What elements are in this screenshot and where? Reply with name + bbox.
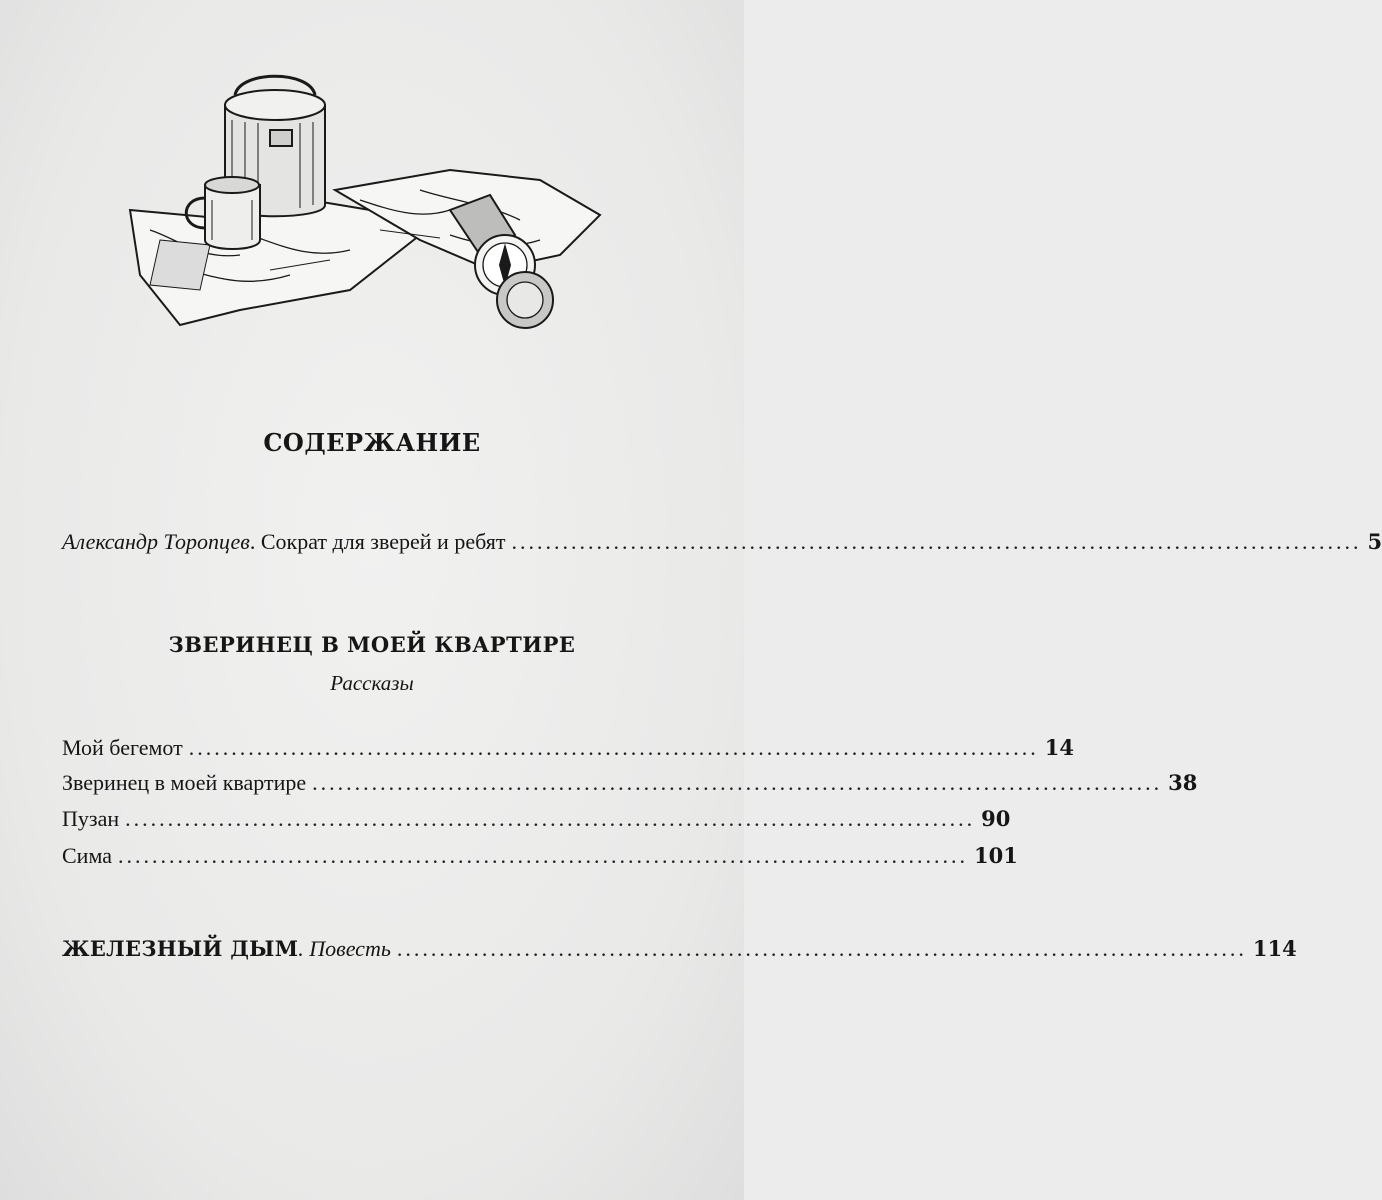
- section-title: ЗВЕРИНЕЦ В МОЕЙ КВАРТИРЕ: [168, 632, 576, 657]
- dot-leader: ....................................................................................................: [396, 936, 1247, 961]
- dot-leader: ....................................................................................................: [312, 770, 1163, 795]
- camping-gear-illustration: [120, 60, 620, 360]
- page-number: 14: [1044, 735, 1074, 760]
- dot-leader: ....................................................................................................: [188, 735, 1039, 760]
- section-subtitle: Рассказы: [330, 671, 414, 695]
- toc-entry[interactable]: [62, 805, 1011, 833]
- toc-entry[interactable]: [62, 769, 1198, 797]
- page-number: 114: [1252, 936, 1297, 961]
- entry-label: [62, 935, 391, 963]
- dot-leader: ....................................................................................................: [117, 843, 968, 868]
- entry-label: Зверинец в моей квартире: [62, 770, 307, 795]
- toc-entry-story[interactable]: [62, 935, 1297, 963]
- dot-leader: ....................................................................................................: [125, 806, 976, 831]
- entry-label: Пузан: [62, 806, 120, 831]
- page-number: 90: [981, 806, 1011, 831]
- entry-title: . Сократ для зверей и ребят: [249, 529, 506, 554]
- entry-label: Сима: [62, 843, 112, 868]
- entry-author: Александр Торопцев: [62, 529, 250, 554]
- toc-entry[interactable]: [62, 842, 1018, 870]
- toc-entry[interactable]: [62, 734, 1074, 762]
- page-number: 101: [973, 843, 1018, 868]
- entry-title: ЖЕЛЕЗНЫЙ ДЫМ: [62, 936, 299, 961]
- entry-label: [62, 528, 505, 556]
- entry-label: Мой бегемот: [62, 735, 183, 760]
- dot-leader: ....................................................................................................: [511, 529, 1362, 554]
- entry-genre: . Повесть: [298, 936, 391, 961]
- page-number: 38: [1168, 770, 1198, 795]
- page-number: 5: [1367, 529, 1382, 554]
- toc-entry-intro[interactable]: [62, 528, 1382, 556]
- toc-heading: СОДЕРЖАНИЕ: [263, 428, 481, 457]
